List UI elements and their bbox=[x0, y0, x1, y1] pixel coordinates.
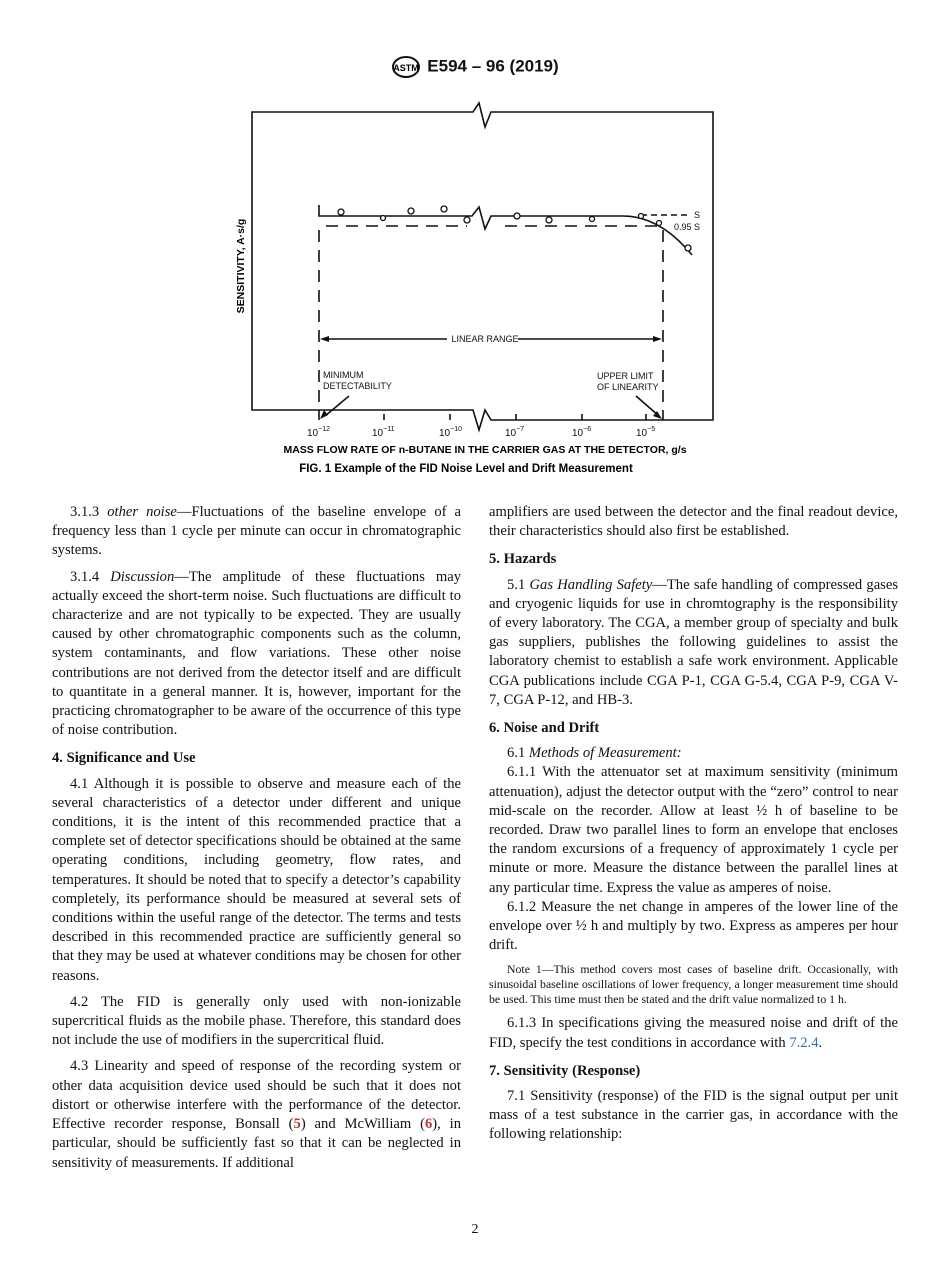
designation: E594 – 96 (2019) bbox=[427, 56, 559, 76]
section-5-heading: 5. Hazards bbox=[489, 551, 557, 568]
section-7-heading: 7. Sensitivity (Response) bbox=[489, 1062, 641, 1079]
paragraph-4-3: 4.3 Linearity and speed of response of the recording system or other data acquisition device used should be such that it does not distort or otherwise interfere with the performance of the detector. Effective recorder response, Bonsall (5) and McWilliam (6), in particular, should be sufficiently fast so that it can be neglected in sensitivity of measurements. If additional bbox=[52, 1058, 461, 1171]
page-number: 2 bbox=[471, 1222, 479, 1237]
svg-text:10−11: $10^{-11}$ bbox=[372, 426, 395, 439]
figure-1 bbox=[0, 0, 950, 480]
min-det-label: MINIMUM bbox=[323, 370, 364, 380]
paragraph-4-3-cont: amplifiers are used between the detector and the final readout device, their characteristics should also first be established. bbox=[489, 504, 898, 540]
section-7-2-4-link[interactable]: 7.2.4 bbox=[789, 1034, 819, 1051]
svg-text:ASTM: ASTM bbox=[393, 63, 420, 73]
paragraph-6-1-3: 6.1.3 In specifications giving the measured noise and drift of the FID, specify the test conditions in accordance with 7.2.4. bbox=[489, 1015, 898, 1051]
paragraph-3-1-3: 3.1.3 other noise—Fluctuations of the baseline envelope of a frequency less than 1 cycle per minute can occur in chromatographic systems. bbox=[52, 504, 461, 559]
section-4-heading: 4. Significance and Use bbox=[52, 750, 196, 767]
reference-5-link[interactable]: 5 bbox=[293, 1116, 301, 1133]
paragraph-4-1: 4.1 Although it is possible to observe and measure each of the several characteristics of a detector under different and unique conditions, it is the intent of this recommended practice that a complete set of detector specifications should be obtained at the same operating conditions, including geometry, flow rates, and temperatures. It should be noted that to specify a detector’s capability completely, its performance should be measured at several sets of conditions within the useful range of the detector. The terms and tests described in this recommended practice are sufficiently general so that they may be used at whatever conditions may be chosen for other reasons. bbox=[52, 775, 461, 984]
reference-6-link[interactable]: 6 bbox=[424, 1116, 433, 1133]
svg-text:10−7: $10^{-7}$ bbox=[505, 426, 525, 439]
section-6-heading: 6. Noise and Drift bbox=[489, 720, 600, 737]
svg-text:10−6: $10^{-6}$ bbox=[572, 426, 592, 439]
paragraph-3-1-4: 3.1.4 Discussion—The amplitude of these fluctuations may actually exceed the short-term noise. Such fluctuations are difficult to characterize and are not typically to be expected. They are usually caused by other chromatographic components such as the column, system contaminants, and flow variations. These other noise contributions are not derived from the detector itself and are difficult to quantitate in a general manner. It is, however, important for the practicing chromatographer to be aware of the occurrence of this type of noise contribution. bbox=[52, 568, 461, 739]
data-points bbox=[338, 206, 691, 251]
svg-text:10−12: $10^{-12}$ bbox=[307, 426, 330, 439]
min-det-label-2: DETECTABILITY bbox=[323, 381, 392, 391]
right-column bbox=[489, 503, 898, 1152]
upper-limit-label-2: OF LINEARITY bbox=[597, 382, 659, 392]
paragraph-6-1-2: 6.1.2 Measure the net change in amperes of the lower line of the envelope over ½ h and multiply by two. Express as amperes per hour drift. bbox=[489, 898, 898, 954]
y-axis-label: SENSITIVITY, A·s/g bbox=[235, 218, 247, 314]
s-label: S bbox=[694, 210, 701, 220]
svg-text:10−10: $10^{-10}$ bbox=[439, 426, 462, 439]
left-column bbox=[52, 503, 461, 1180]
paragraph-7-1: 7.1 Sensitivity (response) of the FID is the signal output per unit mass of a test substance in the carrier gas, in accordance with the following relationship: bbox=[489, 1088, 898, 1143]
note-1: Note 1—This method covers most cases of baseline drift. Occasionally, with sinusoidal baseline oscillations of lower frequency, a longer measurement time should be used. This time must then be stated and the drift value normalized to 1 h. bbox=[489, 962, 898, 1007]
paragraph-5-1: 5.1 Gas Handling Safety—The safe handling of compressed gases and cryogenic liquids for use in chromtography is the responsibility of every laboratory. The CGA, a member group of specialty and bulk gas suppliers, publishes the following guidelines to assist the laboratory chemist to establish a safe work environment. Applicable CGA publications include CGA P-1, CGA G-5.4, CGA P-9, CGA V-7, CGA P-12, and HB-3. bbox=[489, 576, 899, 708]
paragraph-6-1-1: 6.1.1 With the attenuator set at maximum sensitivity (minimum attenuation), adjust the detector output with the “zero” control to near mid-scale on the recorder. Allow at least ½ h of baseline to be recorded. Draw two parallel lines to form an envelope that encloses the random excursions of a frequency of approximately 1 cycle per minute or more. Measure the distance between the parallel lines at any particular time. Express the value as amperes of noise. bbox=[489, 764, 898, 896]
paragraph-6-1: 6.1 Methods of Measurement: bbox=[507, 745, 682, 762]
upper-limit-label: UPPER LIMIT bbox=[597, 371, 654, 381]
sensitivity-curve bbox=[319, 205, 692, 255]
x-tick-labels bbox=[307, 426, 655, 439]
paragraph-4-2: 4.2 The FID is generally only used with non-ionizable supercritical fluids as the mobile phase. Therefore, this standard does not include the use of modifiers in the supercritical fluid. bbox=[52, 993, 461, 1049]
s95-label: 0.95 S bbox=[674, 222, 701, 232]
linear-range-label: LINEAR RANGE bbox=[451, 334, 519, 344]
x-axis-label: MASS FLOW RATE OF n-BUTANE IN THE CARRIER GAS AT THE DETECTOR, g/s bbox=[283, 444, 687, 456]
svg-text:10−5: $10^{-5}$ bbox=[636, 426, 656, 439]
figure-caption: FIG. 1 Example of the FID Noise Level and Drift Measurement bbox=[299, 463, 633, 475]
